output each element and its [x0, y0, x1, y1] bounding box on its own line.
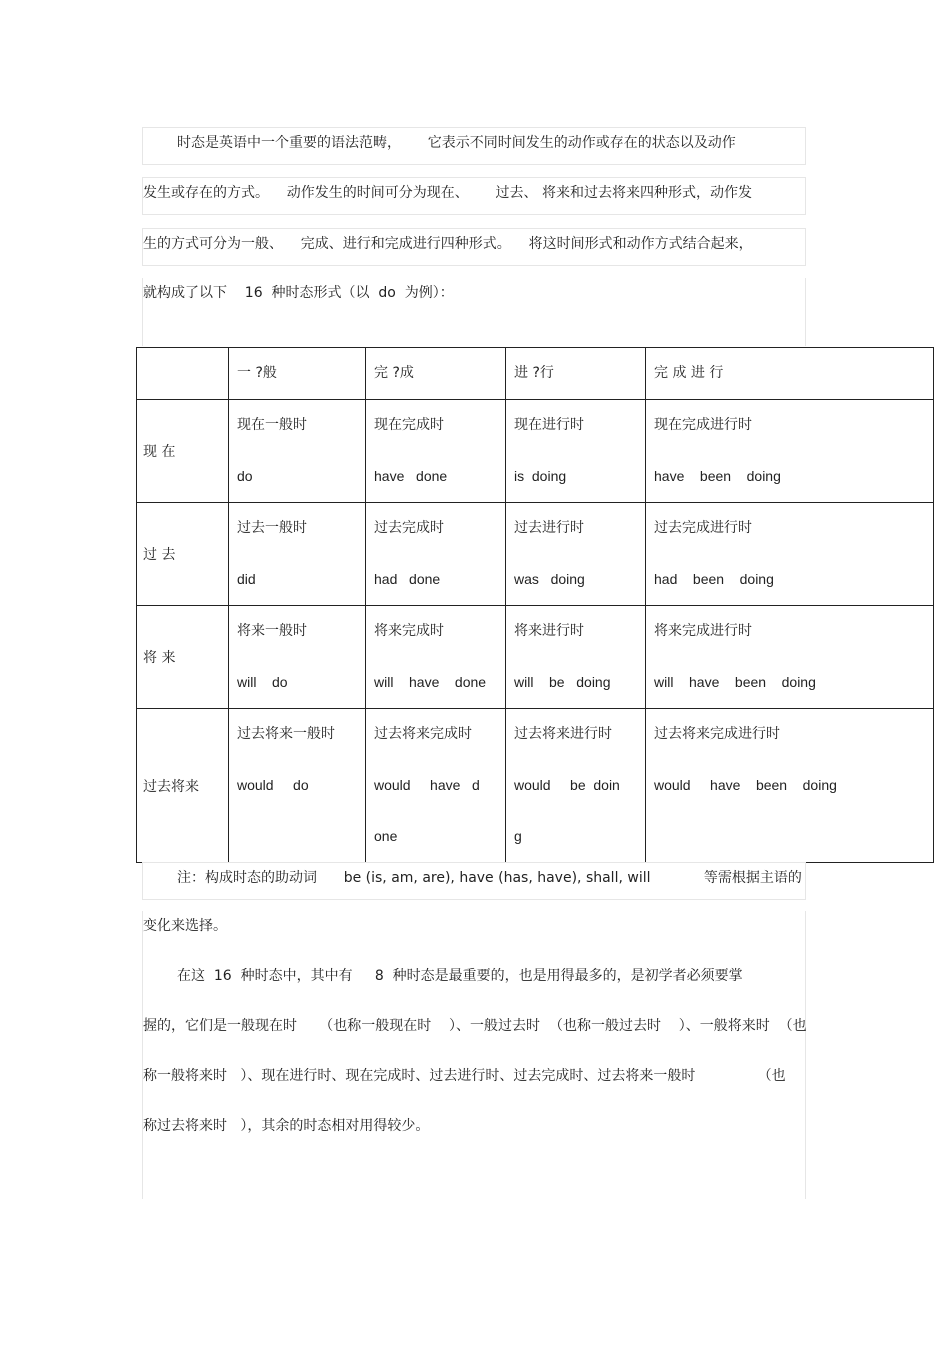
tense-name: 现在进行时	[514, 417, 584, 433]
table-cell	[646, 606, 934, 709]
tense-form: will have done	[374, 674, 487, 690]
table-cell	[229, 503, 366, 606]
tense-form: had done	[374, 571, 441, 587]
tense-name: 将来完成时	[374, 623, 444, 639]
table-cell	[506, 606, 646, 709]
tense-name: 现在一般时	[237, 417, 307, 433]
table-cell	[229, 606, 366, 709]
tense-form: do	[237, 468, 253, 484]
table-header-row	[137, 348, 934, 400]
column-header-perfect: 完 ?成	[366, 348, 506, 400]
table-cell	[229, 400, 366, 503]
tense-name: 将来一般时	[237, 623, 307, 639]
tense-form: have been doing	[654, 468, 781, 484]
note-line-4: 握的，它们是一般现在时 （也称一般现在时 ）、一般过去时 （也称一般过去时 ）、一般将来时 （也	[142, 1011, 806, 1061]
tense-form: would have been doing	[654, 777, 837, 793]
table-cell	[506, 503, 646, 606]
table-cell	[229, 709, 366, 863]
table-cell	[646, 709, 934, 863]
intro-line-3: 生的方式可分为一般、 完成、进行和完成进行四种形式。 将这时间形式和动作方式结合起来，	[142, 228, 806, 266]
column-header-progressive: 进 ?行	[506, 348, 646, 400]
table-row	[137, 400, 934, 503]
tense-form: did	[237, 571, 256, 587]
tense-form: would have d	[374, 777, 480, 793]
row-header-future: 将 来	[137, 606, 229, 709]
tense-name: 将来完成进行时	[654, 623, 752, 639]
tense-name: 过去将来完成进行时	[654, 726, 780, 742]
tense-name: 过去将来完成时	[374, 726, 472, 742]
tense-name: 过去完成进行时	[654, 520, 752, 536]
table-row	[137, 606, 934, 709]
table-cell	[366, 503, 506, 606]
row-header-past: 过 去	[137, 503, 229, 606]
tense-name: 过去进行时	[514, 520, 584, 536]
tense-form: will have been doing	[654, 674, 816, 690]
tense-form: is doing	[514, 468, 567, 484]
tense-table	[136, 347, 934, 863]
tense-name: 现在完成时	[374, 417, 444, 433]
note-line-2: 变化来选择。	[142, 911, 806, 961]
intro-line-2: 发生或存在的方式。 动作发生的时间可分为现在、 过去、 将来和过去将来四种形式，动作发	[142, 177, 806, 215]
tense-name: 将来进行时	[514, 623, 584, 639]
tense-name: 过去完成时	[374, 520, 444, 536]
tense-form-continued	[654, 811, 933, 862]
table-cell	[366, 709, 506, 863]
tense-form-continued	[237, 811, 365, 862]
column-header-empty	[137, 348, 229, 400]
tense-name: 过去将来进行时	[514, 726, 612, 742]
table-cell	[506, 400, 646, 503]
intro-line-1: 时态是英语中一个重要的语法范畴， 它表示不同时间发生的动作或存在的状态以及动作	[142, 127, 806, 165]
column-header-simple: 一 ?般	[229, 348, 366, 400]
tense-name: 现在完成进行时	[654, 417, 752, 433]
note-line-3: 在这 16 种时态中，其中有 8 种时态是最重要的，也是用得最多的，是初学者必须要掌	[142, 961, 806, 1011]
tense-form-continued: g	[514, 828, 522, 844]
table-cell	[646, 400, 934, 503]
row-header-present: 现 在	[137, 400, 229, 503]
note-line-6: 称过去将来时 ），其余的时态相对用得较少。	[142, 1111, 806, 1199]
tense-name: 过去将来一般时	[237, 726, 335, 742]
row-header-future-in-past: 过去将来	[137, 709, 229, 863]
column-header-perfect-progressive: 完 成 进 行	[646, 348, 934, 400]
tense-form: had been doing	[654, 571, 774, 587]
table-cell	[646, 503, 934, 606]
tense-form: was doing	[514, 571, 585, 587]
tense-form: will be doing	[514, 674, 611, 690]
note-line-1: 注：构成时态的助动词 be (is, am, are), have (has, have), shall, will 等需根据主语的	[142, 862, 806, 900]
tense-form: would do	[237, 777, 309, 793]
table-row	[137, 709, 934, 863]
table-cell	[366, 400, 506, 503]
table-row	[137, 503, 934, 606]
intro-line-4: 就构成了以下 16 种时态形式（以 do 为例）：	[142, 278, 806, 346]
tense-name: 过去一般时	[237, 520, 307, 536]
tense-form-continued: one	[374, 828, 398, 844]
tense-form: have done	[374, 468, 448, 484]
table-cell	[366, 606, 506, 709]
table-cell	[506, 709, 646, 863]
tense-form: will do	[237, 674, 288, 690]
tense-form: would be doin	[514, 777, 620, 793]
note-line-5: 称一般将来时 ）、现在进行时、现在完成时、过去进行时、过去完成时、过去将来一般时 （也	[142, 1061, 806, 1111]
